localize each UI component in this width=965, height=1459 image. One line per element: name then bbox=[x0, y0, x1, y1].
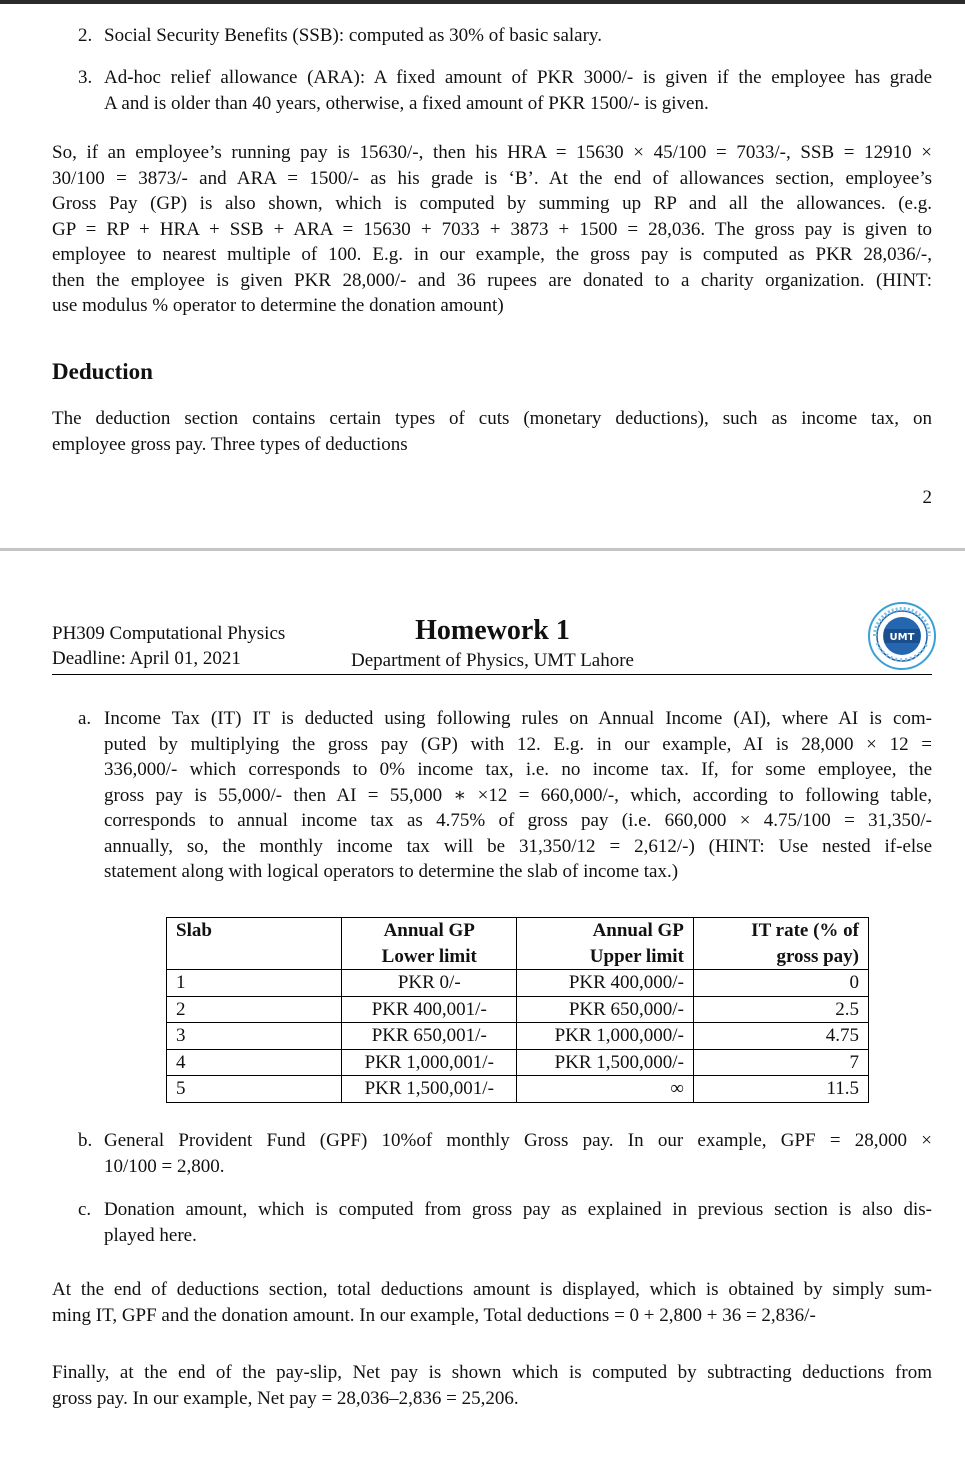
allowance-example-paragraph bbox=[52, 140, 932, 319]
page-separator bbox=[0, 548, 965, 551]
lower-limit-cell: PKR 1,000,001/- bbox=[342, 1049, 517, 1076]
list-number-2: 2. bbox=[78, 25, 93, 46]
lower-limit-cell: PKR 650,001/- bbox=[342, 1023, 517, 1050]
paragraph-line: use modulus % operator to determine the donation amount) bbox=[52, 295, 504, 316]
paragraph-line: statement along with logical operators to determine the slab of income tax.) bbox=[104, 861, 679, 882]
paragraph-line: 336,000/- which corresponds to 0% income tax, i.e. no income tax. If, for some employee, the bbox=[104, 759, 932, 780]
paragraph-line: employee gross pay. Three types of deductions bbox=[52, 433, 408, 455]
paragraph-line: gross pay. In our example, Net pay = 28,036–2,836 = 25,206. bbox=[52, 1387, 519, 1409]
paragraph-line: 30/100 = 3873/- and ARA = 1500/- as his grade is ‘B’. At the end of allowances section, employee’s bbox=[52, 167, 932, 189]
upper-limit-cell: PKR 1,000,000/- bbox=[517, 1023, 693, 1050]
ara-item-line2: A and is older than 40 years, otherwise, a fixed amount of PKR 1500/- is given. bbox=[104, 93, 709, 114]
income-tax-item bbox=[104, 706, 932, 885]
paragraph-line: Donation amount, which is computed from gross pay as explained in previous section is also dis- bbox=[104, 1199, 932, 1220]
deduction-intro-paragraph bbox=[52, 406, 932, 457]
lower-limit-cell: PKR 0/- bbox=[342, 970, 517, 997]
lower-limit-cell: PKR 400,001/- bbox=[342, 996, 517, 1023]
table-header-row bbox=[167, 918, 869, 970]
course-name: PH309 Computational Physics bbox=[52, 623, 286, 644]
paragraph-line: corresponds to annual income tax as 4.75% of gross pay (i.e. 660,000 × 4.75/100 = 31,350/- bbox=[104, 810, 932, 831]
department: Department of Physics, UMT Lahore bbox=[350, 650, 634, 671]
paragraph-line: 10/100 = 2,800. bbox=[104, 1155, 225, 1177]
list-label-c: c. bbox=[78, 1199, 92, 1220]
umt-seal-icon bbox=[867, 601, 937, 671]
paragraph-line: General Provident Fund (GPF) 10%of monthly Gross pay. In our example, GPF = 28,000 × bbox=[104, 1130, 932, 1151]
paragraph-line: Finally, at the end of the pay-slip, Net pay is shown which is computed by subtracting deductions from bbox=[52, 1362, 932, 1383]
ara-item-line1: Ad-hoc relief allowance (ARA): A fixed amount of PKR 3000/- is given if the employee has grade bbox=[104, 67, 932, 88]
top-edge-bar bbox=[0, 0, 965, 4]
paragraph-line: gross pay is 55,000/- then AI = 55,000 ∗ ×12 = 660,000/-, which, according to following table, bbox=[104, 784, 932, 806]
ssb-item: Social Security Benefits (SSB): computed as 30% of basic salary. bbox=[104, 25, 602, 46]
slab-cell: 5 bbox=[167, 1076, 342, 1103]
gpf-item bbox=[104, 1128, 932, 1179]
page-number: 2 bbox=[922, 487, 932, 508]
paragraph-line: then the employee is given PKR 28,000/- and 36 rupees are donated to a charity organization. (HINT: bbox=[52, 269, 932, 291]
header-it-rate: IT rate (% of gross pay) bbox=[693, 918, 868, 970]
list-label-a: a. bbox=[78, 708, 92, 729]
list-number-3: 3. bbox=[78, 67, 93, 88]
table-row bbox=[167, 996, 869, 1023]
header-slab: Slab bbox=[167, 918, 342, 970]
upper-limit-cell: PKR 1,500,000/- bbox=[517, 1049, 693, 1076]
net-pay-paragraph bbox=[52, 1360, 932, 1411]
paragraph-line: played here. bbox=[104, 1224, 197, 1246]
upper-limit-cell: PKR 400,000/- bbox=[517, 970, 693, 997]
paragraph-line: employee to nearest multiple of 100. E.g. in our example, the gross pay is computed as PKR 28,036/-, bbox=[52, 244, 932, 265]
paragraph-line: The deduction section contains certain types of cuts (monetary deductions), such as income tax, on bbox=[52, 408, 932, 429]
umt-logo bbox=[867, 601, 937, 671]
upper-limit-cell: PKR 650,000/- bbox=[517, 996, 693, 1023]
paragraph-line: Income Tax (IT) IT is deducted using following rules on Annual Income (AI), where AI is com- bbox=[104, 708, 932, 729]
slab-cell: 3 bbox=[167, 1023, 342, 1050]
rate-cell: 7 bbox=[693, 1049, 868, 1076]
list-label-b: b. bbox=[78, 1130, 93, 1151]
slab-cell: 2 bbox=[167, 996, 342, 1023]
slab-cell: 4 bbox=[167, 1049, 342, 1076]
paragraph-line: annually, so, the monthly income tax will be 31,350/12 = 2,612/-) (HINT: Use nested if-else bbox=[104, 835, 932, 857]
header-upper-limit: Annual GP Upper limit bbox=[517, 918, 693, 970]
paragraph-line: puted by multiplying the gross pay (GP) with 12. E.g. in our example, AI is 28,000 × 12 = bbox=[104, 733, 932, 755]
table-row bbox=[167, 970, 869, 997]
paragraph-line: At the end of deductions section, total deductions amount is displayed, which is obtained by simply sum- bbox=[52, 1279, 932, 1300]
table-row bbox=[167, 1023, 869, 1050]
header-rule bbox=[52, 674, 932, 675]
table-row bbox=[167, 1076, 869, 1103]
upper-limit-cell: ∞ bbox=[517, 1076, 693, 1103]
slab-cell: 1 bbox=[167, 970, 342, 997]
deadline: Deadline: April 01, 2021 bbox=[52, 648, 241, 669]
paragraph-line: GP = RP + HRA + SSB + ARA = 15630 + 7033 + 3873 + 1500 = 28,036. The gross pay is given to bbox=[52, 218, 932, 240]
donation-item bbox=[104, 1197, 932, 1248]
paragraph-line: ming IT, GPF and the donation amount. In our example, Total deductions = 0 + 2,800 + 36 = 2,836/- bbox=[52, 1304, 816, 1326]
paragraph-line: So, if an employee’s running pay is 15630/-, then his HRA = 15630 × 45/100 = 7033/-, SSB = 12910 × bbox=[52, 142, 932, 163]
table-row bbox=[167, 1049, 869, 1076]
rate-cell: 0 bbox=[693, 970, 868, 997]
deduction-heading: Deduction bbox=[52, 359, 153, 384]
rate-cell: 2.5 bbox=[693, 996, 868, 1023]
rate-cell: 11.5 bbox=[693, 1076, 868, 1103]
income-tax-slab-table bbox=[166, 917, 869, 1103]
header-lower-limit: Annual GP Lower limit bbox=[342, 918, 517, 970]
rate-cell: 4.75 bbox=[693, 1023, 868, 1050]
homework-title: Homework 1 bbox=[415, 615, 570, 646]
total-deductions-paragraph bbox=[52, 1277, 932, 1328]
lower-limit-cell: PKR 1,500,001/- bbox=[342, 1076, 517, 1103]
paragraph-line: Gross Pay (GP) is also shown, which is computed by summing up RP and all the allowances. (e.g. bbox=[52, 193, 932, 214]
logo-text: UMT bbox=[889, 632, 915, 643]
